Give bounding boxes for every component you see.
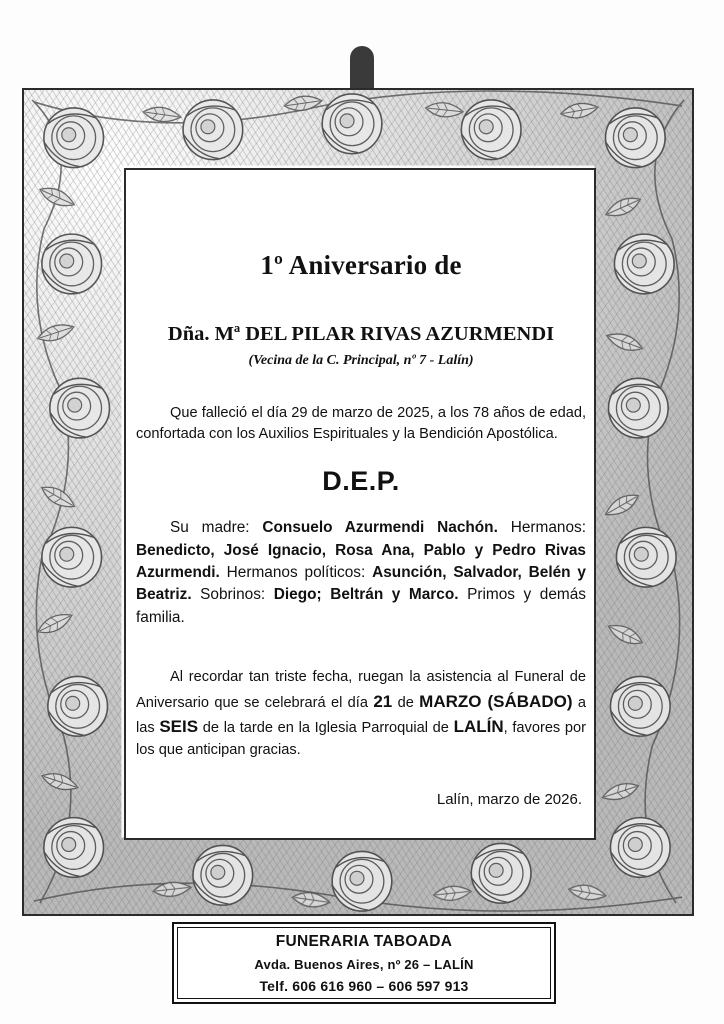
family-closing: Primos y demás familia. — [136, 586, 586, 626]
funeral-a-las: a las — [136, 694, 586, 737]
place-and-date: Lalín, marzo de 2026. — [436, 791, 582, 809]
funeral-home-phone: Telf. 606 616 960 – 606 597 913 — [259, 977, 469, 994]
deceased-name: Dña. Mª DEL PILAR RIVAS AZURMENDI — [167, 323, 555, 345]
funeral-day: 21 — [373, 691, 393, 711]
funeral-tail-1: de la tarde en la Iglesia Parroquial de — [202, 720, 449, 737]
funeral-parish: LALÍN — [453, 717, 504, 737]
in-laws-label: Hermanos políticos: — [226, 564, 366, 582]
nephews-label: Sobrinos: — [200, 586, 266, 604]
mother-names: Consuelo Azurmendi Nachón. — [262, 519, 498, 537]
family-paragraph — [136, 517, 586, 629]
funeral-month: MARZO (SÁBADO) — [419, 691, 573, 711]
mother-label: Su madre: — [170, 519, 250, 537]
residence-line: (Vecina de la C. Principal, nº 7 - Lalín) — [248, 353, 474, 368]
funeral-home-box — [172, 922, 556, 1004]
funeral-de: de — [397, 694, 414, 711]
siblings-label: Hermanos: — [510, 519, 586, 537]
death-paragraph: Que falleció el día 29 de marzo de 2025, a los 78 años de edad, confortada con los Auxilios Espirituales y la Bendición Apostólica. — [136, 405, 586, 442]
funeral-tail-2: , favores por los que anticipan gracias. — [136, 720, 586, 758]
anniversary-heading: 1º Aniversario de — [260, 250, 462, 280]
siblings-names: Benedicto, José Ignacio, Rosa Ana, Pablo y Pedro Rivas Azurmendi. — [136, 541, 586, 582]
funeral-home-inner — [177, 927, 551, 999]
nephews-names: Diego; Beltrán y Marco. — [273, 586, 459, 604]
funeral-hour: SEIS — [159, 717, 199, 737]
funeral-paragraph — [136, 667, 586, 761]
funeral-intro: Al recordar tan triste fecha, ruegan la asistencia al Funeral de Aniversario que se celebrará el día — [136, 669, 586, 711]
esquela-text — [126, 100, 596, 809]
dep-text: D.E.P. — [322, 466, 400, 497]
in-laws-names: Asunción, Salvador, Belén y Beatriz. — [136, 564, 586, 604]
funeral-home-name: FUNERARIA TABOADA — [275, 932, 453, 950]
funeral-home-address: Avda. Buenos Aires, nº 26 – LALÍN — [254, 956, 474, 972]
